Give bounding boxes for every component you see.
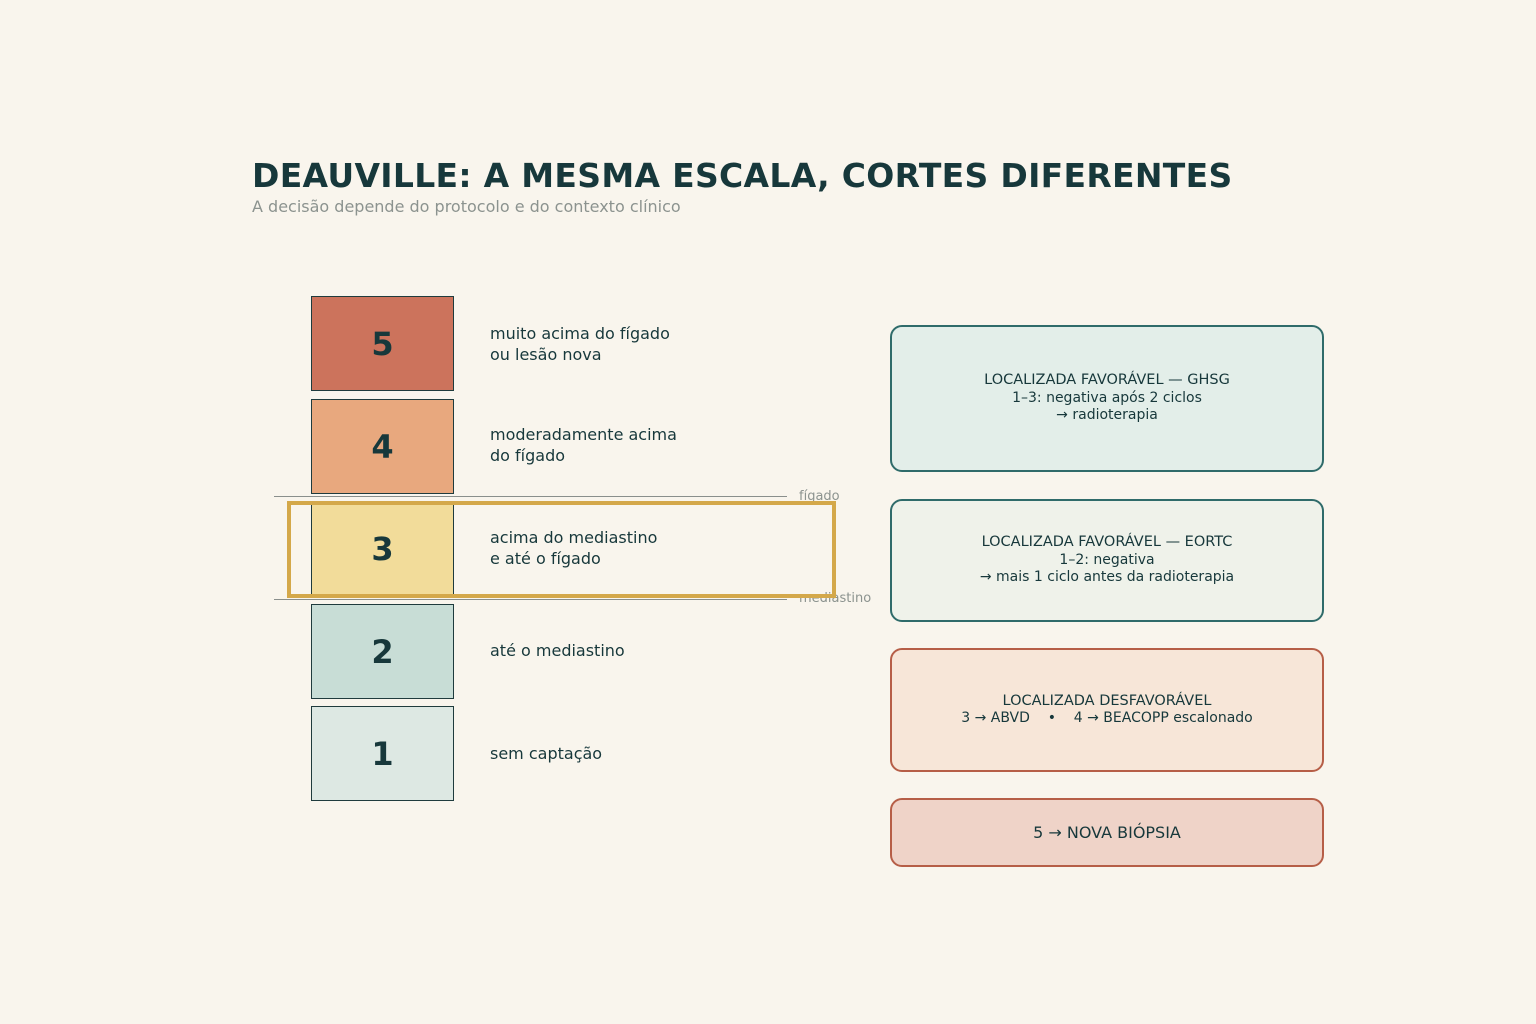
rule-ghsg-line-1: 1–3: negativa após 2 ciclos	[1012, 389, 1202, 406]
score-3-highlight	[287, 501, 836, 598]
rule-ghsg-line-2: → radioterapia	[1056, 407, 1158, 424]
score-label-5: muito acima do fígado ou lesão nova	[490, 324, 670, 364]
score-box-4: 4	[311, 399, 454, 494]
score-box-2: 2	[311, 604, 454, 699]
rule-biopsy-head: 5 → NOVA BIÓPSIA	[1033, 822, 1181, 842]
rule-unfavorable	[890, 648, 1324, 772]
rule-eortc-line-2: → mais 1 ciclo antes da radioterapia	[979, 569, 1235, 586]
liver-cut-label: fígado	[799, 489, 840, 504]
rule-unfavorable-line-1: 3 → ABVD • 4 → BEACOPP escalonado	[961, 710, 1253, 726]
rule-eortc-line-1: 1–2: negativa	[1059, 551, 1155, 568]
rule-biopsy	[890, 798, 1324, 867]
score-box-5: 5	[311, 296, 454, 391]
liver-cut-line	[274, 496, 787, 497]
score-label-2: até o mediastino	[490, 641, 625, 660]
score-box-1: 1	[311, 706, 454, 801]
score-label-3: acima do mediastino e até o fígado	[490, 528, 658, 568]
rule-ghsg-head: LOCALIZADA FAVORÁVEL — GHSG	[984, 372, 1230, 389]
rule-ghsg	[890, 325, 1324, 472]
mediastinum-cut-label: mediastino	[799, 591, 872, 606]
page-subtitle: A decisão depende do protocolo e do contexto clínico	[252, 197, 681, 216]
rule-unfavorable-head: LOCALIZADA DESFAVORÁVEL	[1002, 692, 1212, 709]
score-label-1: sem captação	[490, 744, 603, 763]
rule-eortc-head: LOCALIZADA FAVORÁVEL — EORTC	[981, 534, 1233, 551]
page-title: DEAUVILLE: A MESMA ESCALA, CORTES DIFERENTES	[252, 156, 1233, 195]
score-box-3: 3	[311, 501, 454, 596]
score-label-4: moderadamente acima do fígado	[490, 425, 677, 465]
rule-eortc	[890, 499, 1324, 622]
mediastinum-cut-line	[274, 599, 787, 600]
